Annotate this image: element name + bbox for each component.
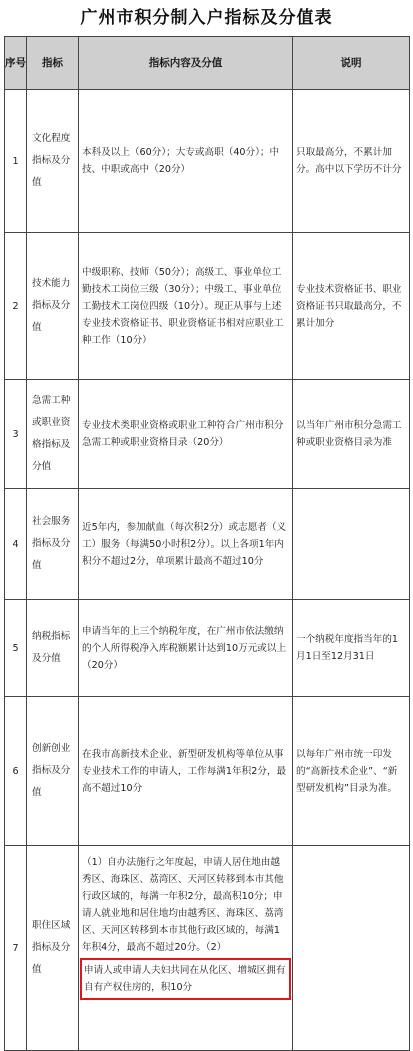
row-note: 以每年广州市统一印发的“高新技术企业”、“新型研发机构”目录为准。 [293, 697, 410, 846]
row-content: 申请当年的上三个纳税年度，在广州市依法缴纳的个人所得税净入库税额累计达到10万元或以上（20分） [79, 600, 293, 697]
row-seq: 2 [5, 233, 27, 380]
row-indicator: 文化程度指标及分值 [27, 90, 79, 233]
row-content-text: （1）自办法施行之年度起，申请人居住地由越秀区、海珠区、荔湾区、天河区转移到本市其他行政区域的，每满一年积2分，最高积10分；申请人就业地和居住地均由越秀区、海珠区、荔湾区、天河区转移到本市其他行政区域的，每满1年积4分，最高不超过20分。（2） [82, 857, 284, 953]
header-seq: 序号 [5, 37, 27, 90]
header-indicator: 指标 [27, 37, 79, 90]
row-seq: 5 [5, 600, 27, 697]
table-row [5, 233, 410, 380]
row-note [293, 846, 410, 1051]
row-indicator: 社会服务指标及分值 [27, 489, 79, 600]
table-row [5, 90, 410, 233]
row-content [79, 846, 293, 1051]
table-row [5, 600, 410, 697]
table-row [5, 380, 410, 489]
row-seq: 1 [5, 90, 27, 233]
row-note [293, 489, 410, 600]
header-note: 说明 [293, 37, 410, 90]
row-indicator: 纳税指标及分值 [27, 600, 79, 697]
row-seq: 4 [5, 489, 27, 600]
row-content: 近5年内，参加献血（每次积2分）或志愿者（义工）服务（每满50小时积2分）。以上各项1年内积分不超过2分，单项累计最高不超过10分 [79, 489, 293, 600]
row-note: 只取最高分，不累计加分。高中以下学历不计分 [293, 90, 410, 233]
row-content: 在我市高新技术企业、新型研发机构等单位从事专业技术工作的申请人，工作每满1年积2分，最高不超过10分 [79, 697, 293, 846]
row-seq: 6 [5, 697, 27, 846]
table-row [5, 489, 410, 600]
table-row [5, 846, 410, 1051]
table-header-row [5, 37, 410, 90]
row-note: 以当年广州市积分急需工种或职业资格目录为准 [293, 380, 410, 489]
row-indicator: 急需工种或职业资格指标及分值 [27, 380, 79, 489]
header-content: 指标内容及分值 [79, 37, 293, 90]
row-content: 专业技术类职业资格或职业工种符合广州市积分急需工种或职业资格目录（20分） [79, 380, 293, 489]
table-row [5, 697, 410, 846]
row-note: 一个纳税年度指当年的1月1日至12月31日 [293, 600, 410, 697]
highlighted-clause: 申请人或申请人夫妇共同在从化区、增城区拥有自有产权住房的，积10分 [80, 958, 291, 1000]
page-title: 广州市积分制入户指标及分值表 [80, 8, 333, 28]
row-content: 中级职称、技师（50分）；高级工、事业单位工勤技术工岗位三级（30分）；中级工、事业单位工勤技术工岗位四级（10分）。现正从事与上述专业技术资格证书、职业资格证书相对应职业工种工作（10分） [79, 233, 293, 380]
row-indicator: 职住区域指标及分值 [27, 846, 79, 1051]
row-indicator: 创新创业指标及分值 [27, 697, 79, 846]
row-seq: 3 [5, 380, 27, 489]
points-table [4, 36, 410, 1051]
row-seq: 7 [5, 846, 27, 1051]
row-note: 专业技术资格证书、职业资格证书只取最高分，不累计加分 [293, 233, 410, 380]
row-content: 本科及以上（60分）；大专或高职（40分）；中技、中职或高中（20分） [79, 90, 293, 233]
row-indicator: 技术能力指标及分值 [27, 233, 79, 380]
